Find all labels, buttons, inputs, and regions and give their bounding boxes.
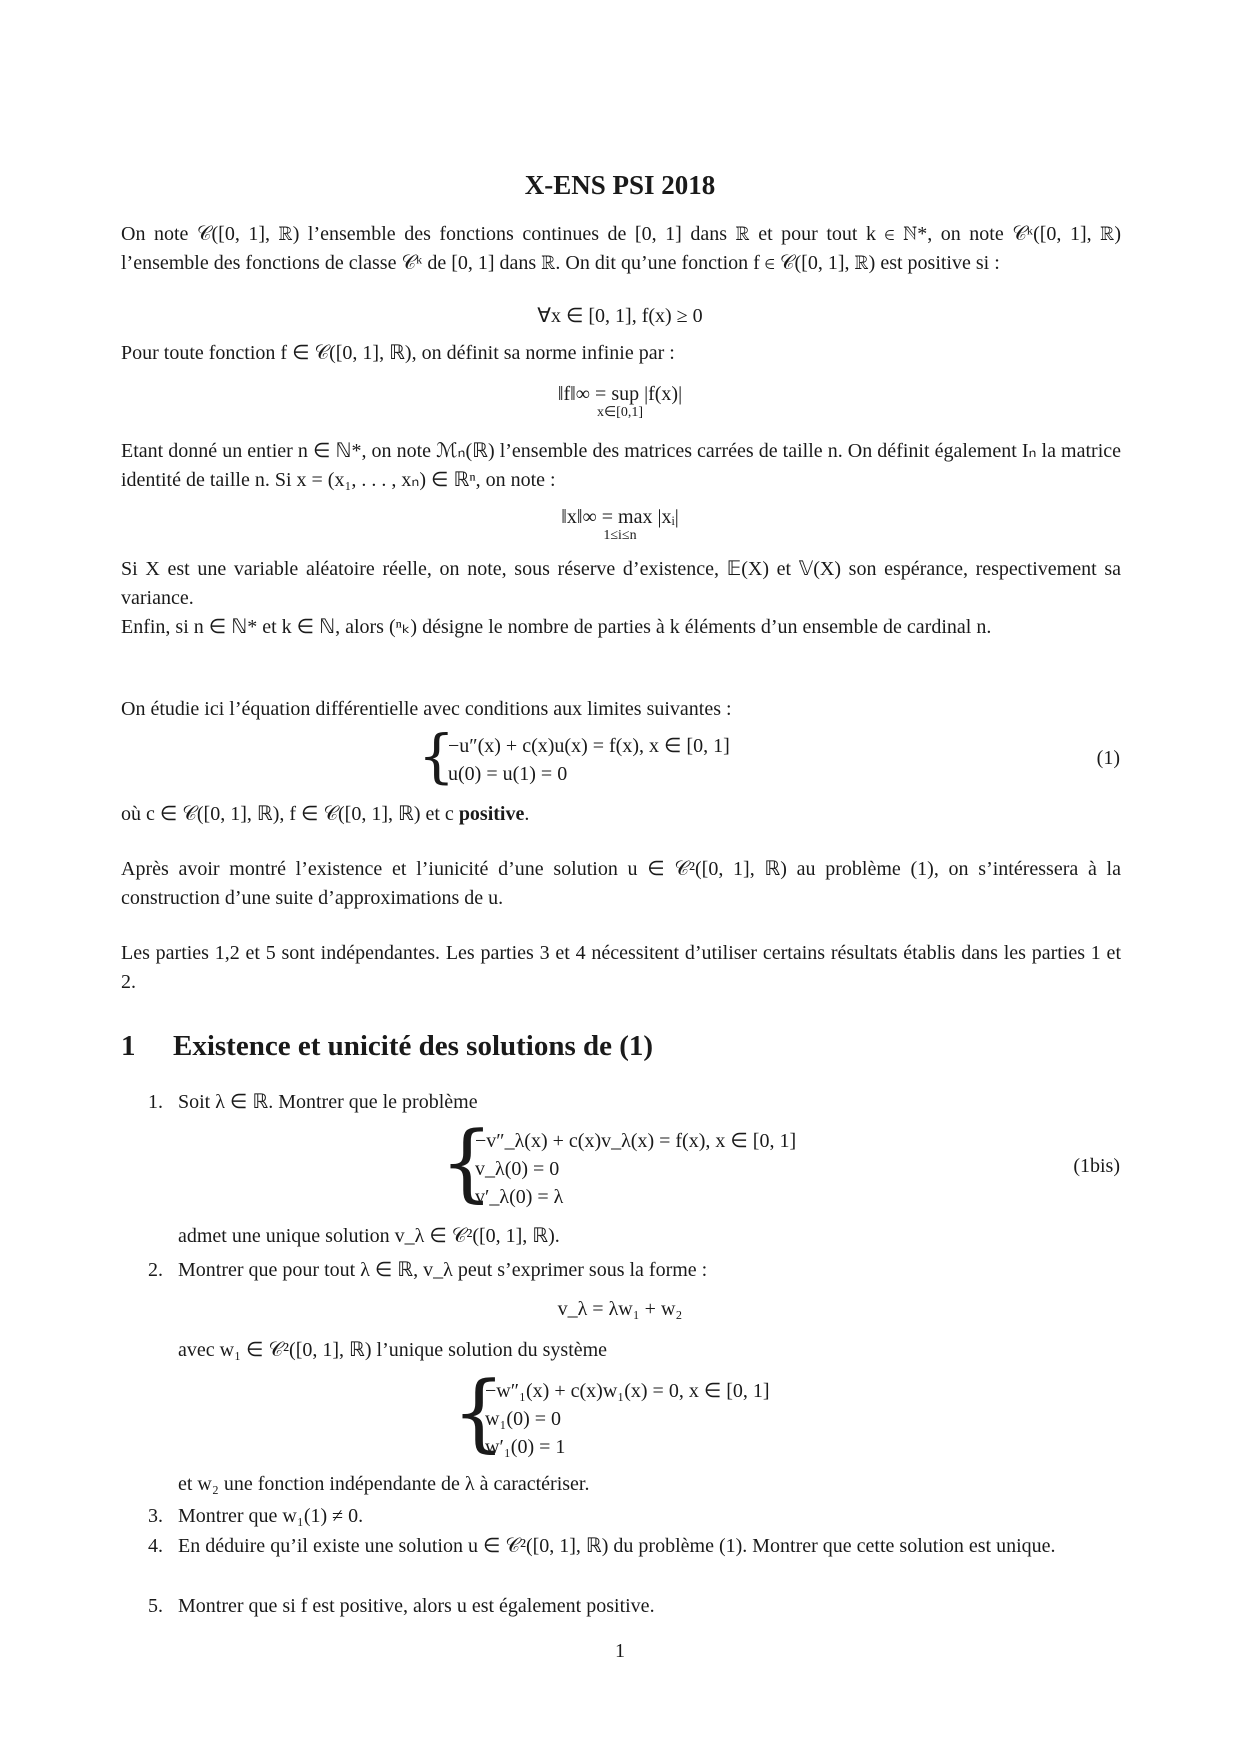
system-w1-line-2: w₁(0) = 0 (485, 1408, 562, 1430)
system-1bis-brace: { (440, 1113, 494, 1211)
intro-paragraph-2: Pour toute fonction f ∈ 𝒞([0, 1], ℝ), on définit sa norme infinie par : (121, 342, 675, 364)
system-1-line-2: u(0) = u(1) = 0 (448, 763, 568, 785)
system-w1 (485, 1377, 770, 1461)
list-item-4-number: 4. (148, 1535, 163, 1557)
list-item-4 (148, 1532, 1123, 1561)
system-1-number: (1) (1096, 747, 1120, 769)
section-title: Existence et unicité des solutions de (1) (173, 1030, 654, 1062)
list-item-1-number: 1. (148, 1091, 163, 1113)
page-number: 1 (615, 1640, 625, 1662)
system-1bis (475, 1127, 796, 1211)
system-w1-brace: { (452, 1363, 506, 1461)
intro-paragraph-1: On note 𝒞([0, 1], ℝ) l’ensemble des fonctions continues de [0, 1] dans ℝ et pour tout k ∈ ℕ*, on note 𝒞ᵏ([0, 1], ℝ) l’ensemble des fonctions de classe 𝒞ᵏ de [0, 1] dans ℝ. On dit qu’une fonction f ∈ 𝒞([0, 1], ℝ) est positive si : (121, 223, 1121, 274)
system-1bis-line-1: −v″_λ(x) + c(x)v_λ(x) = f(x), x ∈ [0, 1] (475, 1130, 797, 1152)
intro-paragraph-9: Les parties 1,2 et 5 sont indépendantes. Les parties 3 et 4 nécessitent d’utiliser certains résultats établis dans les parties 1 et 2. (121, 942, 1121, 993)
intro-paragraph-4: Si X est une variable aléatoire réelle, on note, sous réserve d’existence, 𝔼(X) et 𝕍(X) son espérance, respectivement sa variance. (121, 558, 1121, 609)
list-item-2-continued (148, 1470, 1123, 1499)
equation-norm-vector-sub: 1≤i≤n (603, 528, 637, 543)
list-item-5-text: Montrer que si f est positive, alors u est également positive. (178, 1595, 655, 1617)
intro-paragraph-7 (121, 800, 1121, 829)
equation-norm-function-main: ‖f‖∞ = sup |f(x)| (557, 383, 683, 405)
list-item-2-number: 2. (148, 1259, 163, 1281)
list-item-2-after: et w₂ une fonction indépendante de λ à caractériser. (178, 1473, 590, 1495)
system-1bis-number: (1bis) (1073, 1155, 1120, 1177)
system-1-line-1: −u″(x) + c(x)u(x) = f(x), x ∈ [0, 1] (448, 735, 730, 757)
list-item-1-text: Soit λ ∈ ℝ. Montrer que le problème (178, 1091, 478, 1113)
list-item-1-after: admet une unique solution v_λ ∈ 𝒞²([0, 1], ℝ). (178, 1225, 560, 1247)
intro-paragraph-8: Après avoir montré l’existence et l’iunicité d’une solution u ∈ 𝒞²([0, 1], ℝ) au problème (1), on s’intéressera à la construction d’une suite d’approximations de u. (121, 858, 1121, 909)
section-heading (121, 1030, 653, 1063)
system-1bis-line-2: v_λ(0) = 0 (475, 1158, 560, 1180)
intro-paragraph-5: Enfin, si n ∈ ℕ* et k ∈ ℕ, alors (ⁿₖ) désigne le nombre de parties à k éléments d’un ensemble de cardinal n. (121, 616, 992, 638)
list-item-5 (148, 1592, 1123, 1621)
equation-vlambda: v_λ = λw₁ + w₂ (557, 1298, 683, 1320)
system-w1-line-3: w′₁(0) = 1 (485, 1436, 566, 1458)
list-item-1-continued (148, 1222, 1123, 1251)
equation-norm-function-sub: x∈[0,1] (596, 405, 644, 420)
system-1bis-line-3: v′_λ(0) = λ (475, 1186, 564, 1208)
section-number: 1 (121, 1030, 136, 1062)
list-item-1 (148, 1088, 1123, 1117)
equation-norm-vector-main: ‖x‖∞ = max |xᵢ| (561, 506, 679, 528)
list-item-4-text: En déduire qu’il existe une solution u ∈ 𝒞²([0, 1], ℝ) du problème (1). Montrer que cette solution est unique. (178, 1535, 1056, 1557)
list-item-2-middle (148, 1336, 1123, 1365)
system-1-brace: { (418, 722, 455, 790)
system-1 (448, 732, 730, 788)
intro-paragraph-7-pre: où c ∈ 𝒞([0, 1], ℝ), f ∈ 𝒞([0, 1], ℝ) et c (121, 803, 459, 825)
equation-norm-vector (0, 506, 1240, 543)
list-item-2 (148, 1256, 1123, 1285)
intro-paragraph-6: On étudie ici l’équation différentielle avec conditions aux limites suivantes : (121, 698, 732, 720)
list-item-3 (148, 1502, 1123, 1531)
list-item-3-text: Montrer que w₁(1) ≠ 0. (178, 1505, 364, 1527)
list-item-5-number: 5. (148, 1595, 163, 1617)
system-w1-line-1: −w″₁(x) + c(x)w₁(x) = 0, x ∈ [0, 1] (485, 1380, 770, 1402)
list-item-2-mid-text: avec w₁ ∈ 𝒞²([0, 1], ℝ) l’unique solution du système (178, 1339, 608, 1361)
list-item-2-text: Montrer que pour tout λ ∈ ℝ, v_λ peut s’exprimer sous la forme : (178, 1259, 708, 1281)
list-item-3-number: 3. (148, 1505, 163, 1527)
intro-paragraph-7-bold: positive (458, 803, 525, 825)
equation-norm-function (0, 383, 1240, 420)
equation-positivity: ∀x ∈ [0, 1], f(x) ≥ 0 (537, 305, 703, 327)
intro-paragraph-7-post: . (524, 803, 530, 825)
intro-paragraph-3: Etant donné un entier n ∈ ℕ*, on note ℳₙ(ℝ) l’ensemble des matrices carrées de taille n. On définit également Iₙ la matrice identité de taille n. Si x = (x₁, . . . , xₙ) ∈ ℝⁿ, on note : (121, 440, 1121, 491)
document-title: X-ENS PSI 2018 (524, 170, 716, 200)
